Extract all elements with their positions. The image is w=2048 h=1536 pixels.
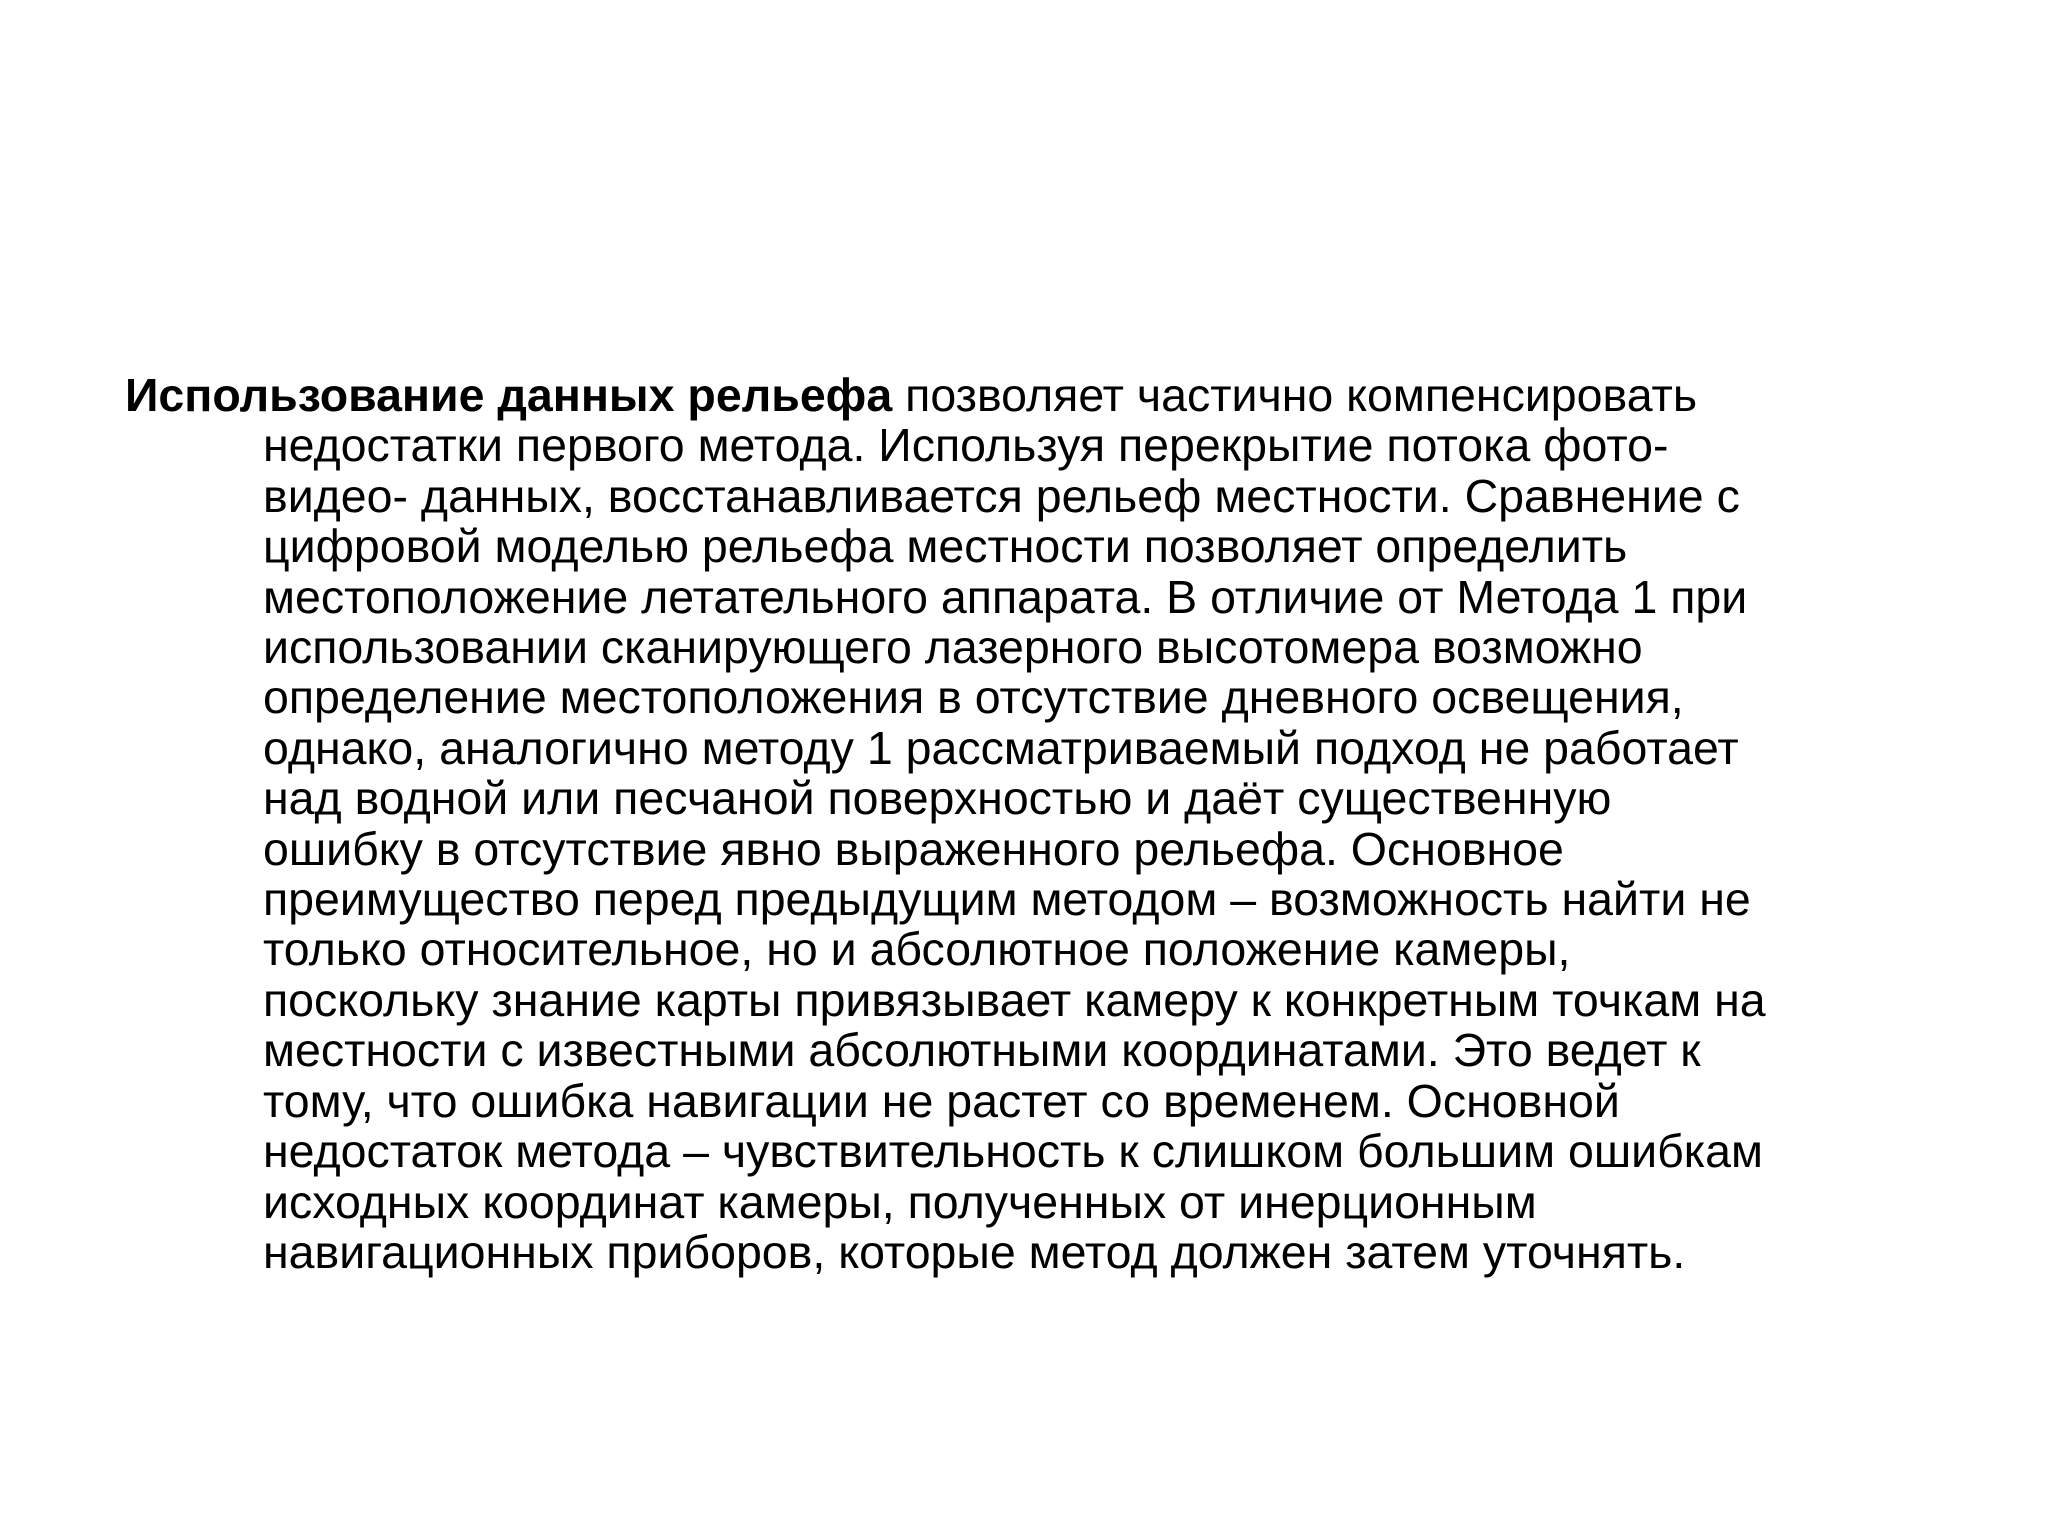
paragraph-line-12: только относительное, но и абсолютное положение камеры, xyxy=(263,923,1571,976)
body-paragraph xyxy=(125,370,2005,1277)
first-line-text: позволяет частично компенсировать xyxy=(892,369,1698,421)
paragraph-line-14: местности с известными абсолютными координатами. Это ведет к xyxy=(263,1024,1701,1077)
paragraph-line-3: видео- данных, восстанавливается рельеф местности. Сравнение с xyxy=(263,469,1740,522)
paragraph-line-1 xyxy=(125,370,2005,420)
paragraph-line-10: ошибку в отсутствие явно выраженного рельефа. Основное xyxy=(263,822,1564,875)
paragraph-line-2: недостатки первого метода. Используя перекрытие потока фото- xyxy=(263,419,1669,472)
paragraph-line-8: однако, аналогично методу 1 рассматриваемый подход не работает xyxy=(263,721,1739,774)
paragraph-line-17: исходных координат камеры, полученных от инерционным xyxy=(263,1175,1537,1228)
paragraph-line-5: местоположение летательного аппарата. В отличие от Метода 1 при xyxy=(263,570,1748,623)
paragraph-line-6: использовании сканирующего лазерного высотомера возможно xyxy=(263,621,1643,674)
paragraph-line-16: недостаток метода – чувствительность к слишком большим ошибкам xyxy=(263,1125,1763,1178)
paragraph-line-4: цифровой моделью рельефа местности позволяет определить xyxy=(263,520,1628,573)
lead-term: Использование данных рельефа xyxy=(125,369,893,421)
paragraph-line-11: преимущество перед предыдущим методом – возможность найти не xyxy=(263,873,1751,926)
paragraph-line-15: тому, что ошибка навигации не растет со временем. Основной xyxy=(263,1074,1620,1127)
paragraph-line-7: определение местоположения в отсутствие дневного освещения, xyxy=(263,671,1684,724)
paragraph-line-18: навигационных приборов, которые метод должен затем уточнять. xyxy=(263,1225,1686,1278)
paragraph-line-13: поскольку знание карты привязывает камеру к конкретным точкам на xyxy=(263,973,1766,1026)
paragraph-line-9: над водной или песчаной поверхностью и даёт существенную xyxy=(263,772,1612,825)
